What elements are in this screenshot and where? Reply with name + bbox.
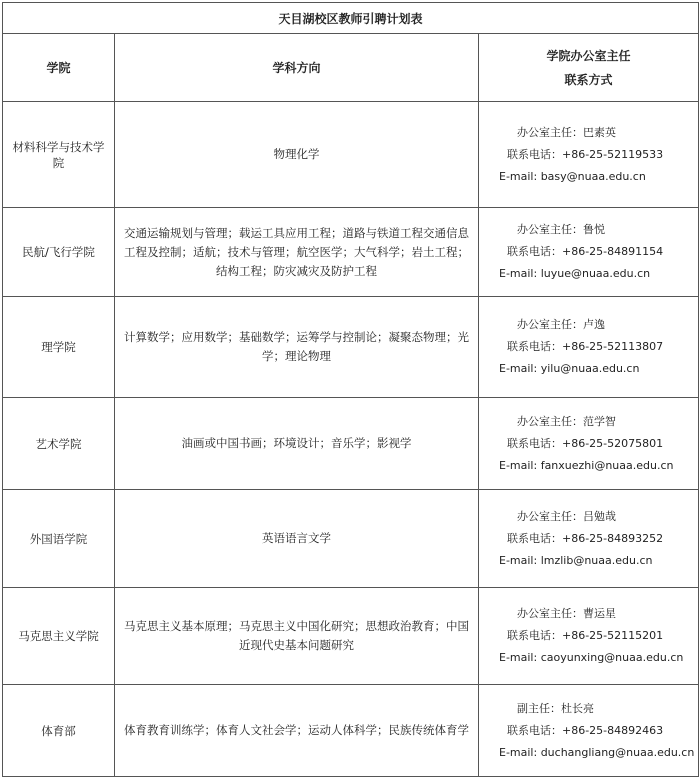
college-cell: 外国语学院 bbox=[3, 490, 115, 588]
college-cell: 理学院 bbox=[3, 297, 115, 398]
college-cell: 民航/飞行学院 bbox=[3, 208, 115, 297]
contact-email[interactable]: E-mail: basy@nuaa.edu.cn bbox=[499, 169, 646, 183]
discipline-cell: 英语语言文学 bbox=[115, 490, 479, 588]
contact-cell bbox=[479, 490, 699, 588]
table-row bbox=[3, 102, 699, 208]
contact-name: 办公室主任：巴素英 bbox=[517, 125, 616, 139]
contact-cell bbox=[479, 685, 699, 777]
contact-cell bbox=[479, 398, 699, 490]
table-header-row bbox=[3, 34, 699, 102]
table-title: 天目湖校区教师引聘计划表 bbox=[3, 3, 699, 34]
header-contact-line1: 学院办公室主任 bbox=[546, 48, 631, 63]
college-cell: 艺术学院 bbox=[3, 398, 115, 490]
contact-name: 办公室主任：吕勉哉 bbox=[517, 509, 616, 523]
contact-phone: 联系电话：+86-25-84893252 bbox=[507, 531, 664, 545]
discipline-cell: 体育教育训练学；体育人文社会学；运动人体科学；民族传统体育学 bbox=[115, 685, 479, 777]
discipline-cell: 马克思主义基本原理；马克思主义中国化研究；思想政治教育；中国近现代史基本问题研究 bbox=[115, 588, 479, 685]
contact-email[interactable]: E-mail: duchangliang@nuaa.edu.cn bbox=[499, 745, 695, 759]
contact-phone: 联系电话：+86-25-84892463 bbox=[507, 723, 664, 737]
table-row bbox=[3, 297, 699, 398]
college-cell: 马克思主义学院 bbox=[3, 588, 115, 685]
contact-email[interactable]: E-mail: caoyunxing@nuaa.edu.cn bbox=[499, 651, 684, 664]
discipline-cell: 物理化学 bbox=[115, 102, 479, 208]
table-row bbox=[3, 490, 699, 588]
contact-name: 办公室主任：曹运星 bbox=[517, 607, 616, 620]
contact-cell bbox=[479, 208, 699, 297]
contact-cell bbox=[479, 102, 699, 208]
header-college: 学院 bbox=[3, 34, 115, 102]
contact-phone: 联系电话：+86-25-52113807 bbox=[507, 340, 664, 353]
contact-name: 办公室主任：卢逸 bbox=[517, 318, 605, 331]
contact-name: 副主任：杜长亮 bbox=[517, 701, 594, 715]
contact-phone: 联系电话：+86-25-52115201 bbox=[507, 629, 664, 642]
contact-email[interactable]: E-mail: lmzlib@nuaa.edu.cn bbox=[499, 553, 653, 567]
contact-phone: 联系电话：+86-25-52075801 bbox=[507, 436, 664, 450]
table-row bbox=[3, 208, 699, 297]
discipline-cell: 计算数学；应用数学；基础数学；运筹学与控制论；凝聚态物理；光学；理论物理 bbox=[115, 297, 479, 398]
contact-name: 办公室主任：鲁悦 bbox=[517, 223, 605, 236]
table-row bbox=[3, 398, 699, 490]
discipline-cell: 交通运输规划与管理；载运工具应用工程；道路与铁道工程交通信息工程及控制；适航；技术与管理；航空医学；大气科学；岩土工程；结构工程；防灾减灾及防护工程 bbox=[115, 208, 479, 297]
header-contact-line2: 联系方式 bbox=[564, 72, 613, 87]
contact-email[interactable]: E-mail: luyue@nuaa.edu.cn bbox=[499, 267, 651, 280]
contact-phone: 联系电话：+86-25-84891154 bbox=[507, 245, 664, 258]
discipline-cell: 油画或中国书画；环境设计；音乐学；影视学 bbox=[115, 398, 479, 490]
college-cell: 材料科学与技术学院 bbox=[3, 102, 115, 208]
contact-name: 办公室主任：范学智 bbox=[517, 414, 616, 428]
table-row bbox=[3, 685, 699, 777]
college-cell: 体育部 bbox=[3, 685, 115, 777]
contact-email[interactable]: E-mail: fanxuezhi@nuaa.edu.cn bbox=[499, 458, 674, 472]
contact-email[interactable]: E-mail: yilu@nuaa.edu.cn bbox=[499, 362, 640, 375]
contact-cell bbox=[479, 588, 699, 685]
contact-phone: 联系电话：+86-25-52119533 bbox=[507, 147, 664, 161]
contact-cell bbox=[479, 297, 699, 398]
recruitment-plan-table bbox=[2, 2, 699, 777]
table-title-row bbox=[3, 3, 699, 34]
header-contact bbox=[479, 34, 699, 102]
header-discipline: 学科方向 bbox=[115, 34, 479, 102]
table-row bbox=[3, 588, 699, 685]
